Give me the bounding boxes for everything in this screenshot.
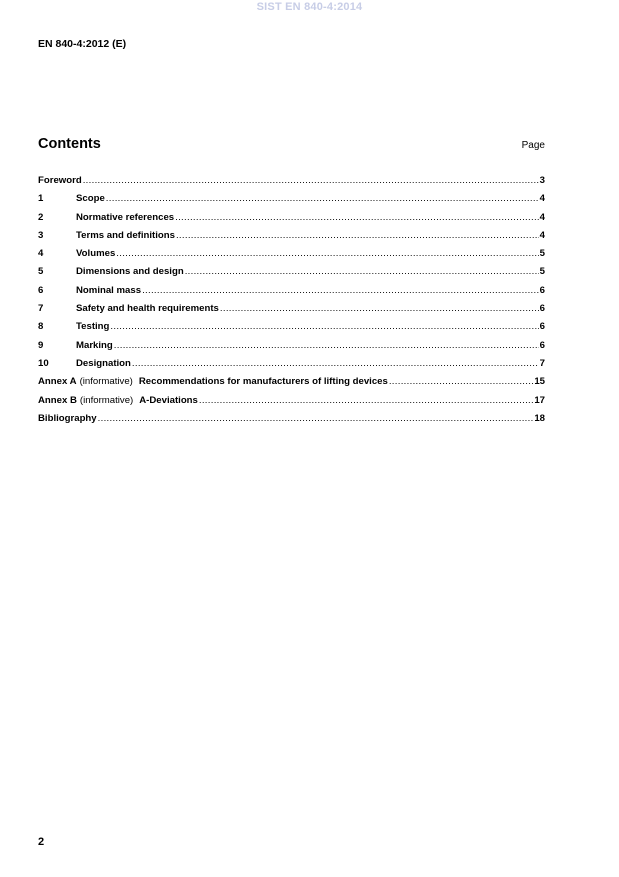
page-number: 2: [38, 836, 45, 848]
toc-entry-number: 1: [38, 193, 44, 205]
toc-entry-nominal-mass[interactable]: [38, 285, 545, 303]
toc-entry-dimensions-and-design[interactable]: [38, 266, 545, 284]
toc-entry-number: 5: [38, 266, 44, 278]
toc-entry-number: 2: [38, 211, 44, 223]
dot-leader: [114, 340, 539, 351]
toc-entry-annex-b[interactable]: [38, 395, 545, 413]
toc-entry-foreword[interactable]: [38, 175, 545, 193]
toc-entry-designation[interactable]: [38, 358, 545, 376]
toc-entry-number: 3: [38, 229, 44, 241]
dot-leader: [132, 358, 539, 369]
toc-entry-annex-a[interactable]: [38, 376, 545, 394]
toc-entry-page: 5: [539, 248, 545, 260]
toc-entry-page: 17: [534, 394, 545, 406]
toc-entry-testing[interactable]: [38, 321, 545, 339]
annex-type: (informative): [79, 394, 134, 406]
toc-entry-number: 9: [38, 339, 44, 351]
toc-entry-bibliography[interactable]: [38, 413, 545, 431]
toc-entry-title: Safety and health requirements: [76, 303, 219, 315]
toc-entry-title: Designation: [76, 357, 131, 369]
dot-leader: [106, 193, 539, 204]
toc-entry-scope[interactable]: [38, 193, 545, 211]
toc-entry-number: 7: [38, 303, 44, 315]
toc-entry-page: 6: [539, 321, 545, 333]
toc-entry-volumes[interactable]: [38, 248, 545, 266]
toc-entry-page: 3: [539, 175, 545, 186]
dot-leader: [176, 230, 539, 241]
toc-entry-page: 4: [539, 211, 545, 223]
dot-leader: [110, 321, 538, 332]
toc-entry-page: 18: [534, 412, 545, 424]
toc-entry-title: Normative references: [76, 211, 175, 223]
toc-entry-title: A-Deviations: [139, 394, 198, 406]
toc-entry-title: Foreword: [38, 175, 82, 186]
toc-entry-title: Volumes: [76, 248, 116, 260]
annex-label: Annex A: [38, 376, 77, 388]
toc-entry-marking[interactable]: [38, 340, 545, 358]
dot-leader: [185, 266, 539, 277]
dot-leader: [142, 285, 539, 296]
page-column-label: Page: [521, 140, 545, 151]
toc-entry-title: Testing: [76, 321, 110, 333]
toc-entry-number: 10: [38, 357, 49, 369]
toc-entry-page: 7: [539, 357, 545, 369]
watermark: SIST EN 840-4:2014: [256, 1, 363, 13]
toc-entry-page: 6: [539, 303, 545, 315]
toc-entry-page: 15: [534, 376, 545, 388]
table-of-contents: [38, 175, 545, 431]
toc-entry-page: 5: [539, 266, 545, 278]
toc-entry-safety-and-health[interactable]: [38, 303, 545, 321]
toc-entry-normative-references[interactable]: [38, 212, 545, 230]
toc-entry-title: Recommendations for manufacturers of lifting devices: [138, 376, 388, 388]
contents-heading: Contents: [38, 136, 101, 152]
dot-leader: [389, 376, 533, 387]
dot-leader: [175, 212, 539, 223]
toc-entry-title: Bibliography: [38, 412, 97, 424]
dot-leader: [98, 413, 534, 424]
toc-entry-title: Nominal mass: [76, 284, 142, 296]
annex-label: Annex B: [38, 394, 77, 406]
toc-entry-page: 4: [539, 229, 545, 241]
dot-leader: [199, 395, 533, 406]
toc-entry-page: 6: [539, 339, 545, 351]
toc-entry-number: 6: [38, 284, 44, 296]
toc-entry-title: Scope: [76, 193, 105, 205]
dot-leader: [116, 248, 538, 259]
toc-entry-title: Marking: [76, 339, 113, 351]
toc-entry-page: 4: [539, 193, 545, 205]
toc-entry-terms-and-definitions[interactable]: [38, 230, 545, 248]
annex-type: (informative): [79, 376, 133, 388]
toc-entry-title: Terms and definitions: [76, 229, 175, 241]
toc-entry-title: Dimensions and design: [76, 266, 184, 278]
toc-entry-number: 4: [38, 248, 44, 260]
dot-leader: [220, 303, 539, 314]
document-id: EN 840-4:2012 (E): [38, 38, 127, 50]
dot-leader: [83, 175, 539, 186]
toc-entry-number: 8: [38, 321, 44, 333]
toc-entry-page: 6: [539, 284, 545, 296]
